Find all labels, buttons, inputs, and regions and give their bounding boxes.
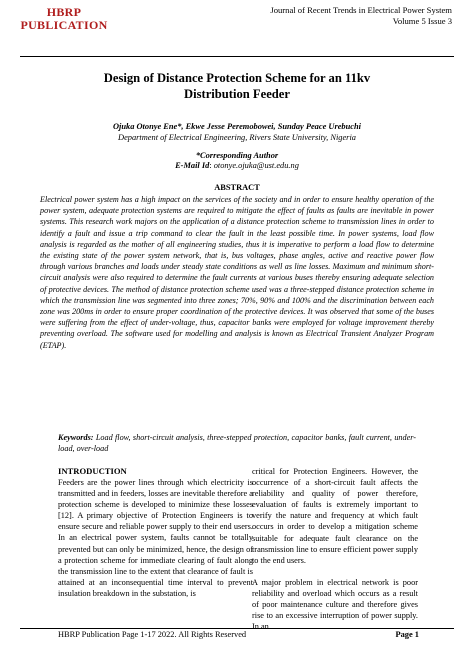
header-divider [20, 56, 454, 57]
journal-volume: Volume 5 Issue 3 [392, 16, 452, 26]
footer-page-number: Page 1 [395, 630, 419, 639]
intro-paragraph-1: Feeders are the power lines through which electricity is transmitted and in feeders, losses are inevitable therefore a protection scheme is developed to minimize these losses [12]. A primary objective of Protection Engineers is to ensure secure and reliable power supply to their end users. In an electrical power system, faults cannot be totally prevented but can only be minimized, hence, the design of a protection scheme for immediate clearing of fault along the transmission line to the extent that clearance of fault is attained at an inconsequential time interval to prevent insulation breakdown in the substation, is [58, 478, 253, 598]
publisher-logo [20, 6, 108, 32]
intro-paragraph-2: A major problem in electrical network is poor reliability and overload which occurs as a result of poor maintenance culture and therefore gives rise to an excessive interruption of power supply. In an [252, 577, 418, 632]
section-heading-introduction: INTRODUCTION [58, 466, 127, 476]
abstract-heading: ABSTRACT [214, 183, 260, 192]
logo-line-1: HBRP [46, 5, 82, 19]
journal-header [270, 5, 452, 27]
corresponding-author-label: *Corresponding Author [195, 151, 279, 160]
intro-paragraph-1-continued: critical for Protection Engineers. However, the occurrence of a short-circuit fault affects the reliability and quality of power therefore, evaluation of faults is extremely important to verify the nature and frequency at which fault occurs in order to develop a mitigation scheme suitable for adequate fault clearance on the transmission line to ensure efficient power supply to the end users. [252, 467, 418, 565]
footer-copyright: HBRP Publication Page 1-17 2022. All Rights Reserved [58, 630, 247, 639]
footer-divider [20, 628, 454, 629]
body-column-left [58, 466, 253, 599]
keywords [58, 432, 416, 454]
body-column-right [252, 466, 418, 632]
email-separator: : [209, 161, 212, 170]
author-list: Ojuka Otonye Ene*, Ekwe Jesse Peremobowei, Sunday Peace Urebuchi [113, 122, 361, 131]
logo-line-2: PUBLICATION [20, 18, 108, 32]
keywords-text: Load flow, short-circuit analysis, three-stepped protection, capacitor banks, fault current, under-load, over-load [58, 433, 416, 453]
paper-title [40, 70, 434, 102]
journal-name: Journal of Recent Trends in Electrical Power System [270, 5, 452, 15]
abstract-body: Electrical power system has a high impact on the services of the society and in order to ensure healthy operation of the power system, adequate protection systems are required to mitigate the effect of faults as faults are inevitable in power systems. This research work majors on the application of a distance protection scheme to transmission lines in order to identify a fault and issue a trip command to clear the fault in the least possible time. In power systems, load flow analysis is regarded as the mother of all engineering studies, thus it is imperative to perform a load flow to determine the existing state of the power system network, that is, bus voltages, phase angles, active and reactive power flow through various branches and loads under steady state conditions as well as line losses. Maximum and minimum short-circuit analysis were also required to determine the fault currents at various buses thereby ensuring adequate selection of protective devices. The method of distance protection scheme used was a three-stepped distance protection scheme in which the transmission line was segmented into three zones; 70%, 90% and 100% and the discrimination between each zone was 200ms in order to ensure proper coordination of the protective devices. It was observed that some of the buses were suffering from the effect of under-voltage, thus, capacitor banks were employed for voltage improvement thereby preventing overload. The software used for modelling and analysis is known as Electrical Transient Analyzer Program (ETAP). [40, 195, 434, 350]
email-label: E-Mail Id [175, 161, 210, 170]
keywords-label: Keywords: [58, 433, 94, 442]
email-address[interactable]: otonye.ojuka@ust.edu.ng [213, 161, 299, 170]
email-line [20, 161, 454, 172]
affiliation: Department of Electrical Engineering, Rivers State University, Nigeria [118, 133, 356, 142]
title-line-2: Distribution Feeder [184, 87, 290, 101]
title-line-1: Design of Distance Protection Scheme for an 11kv [103, 71, 371, 85]
